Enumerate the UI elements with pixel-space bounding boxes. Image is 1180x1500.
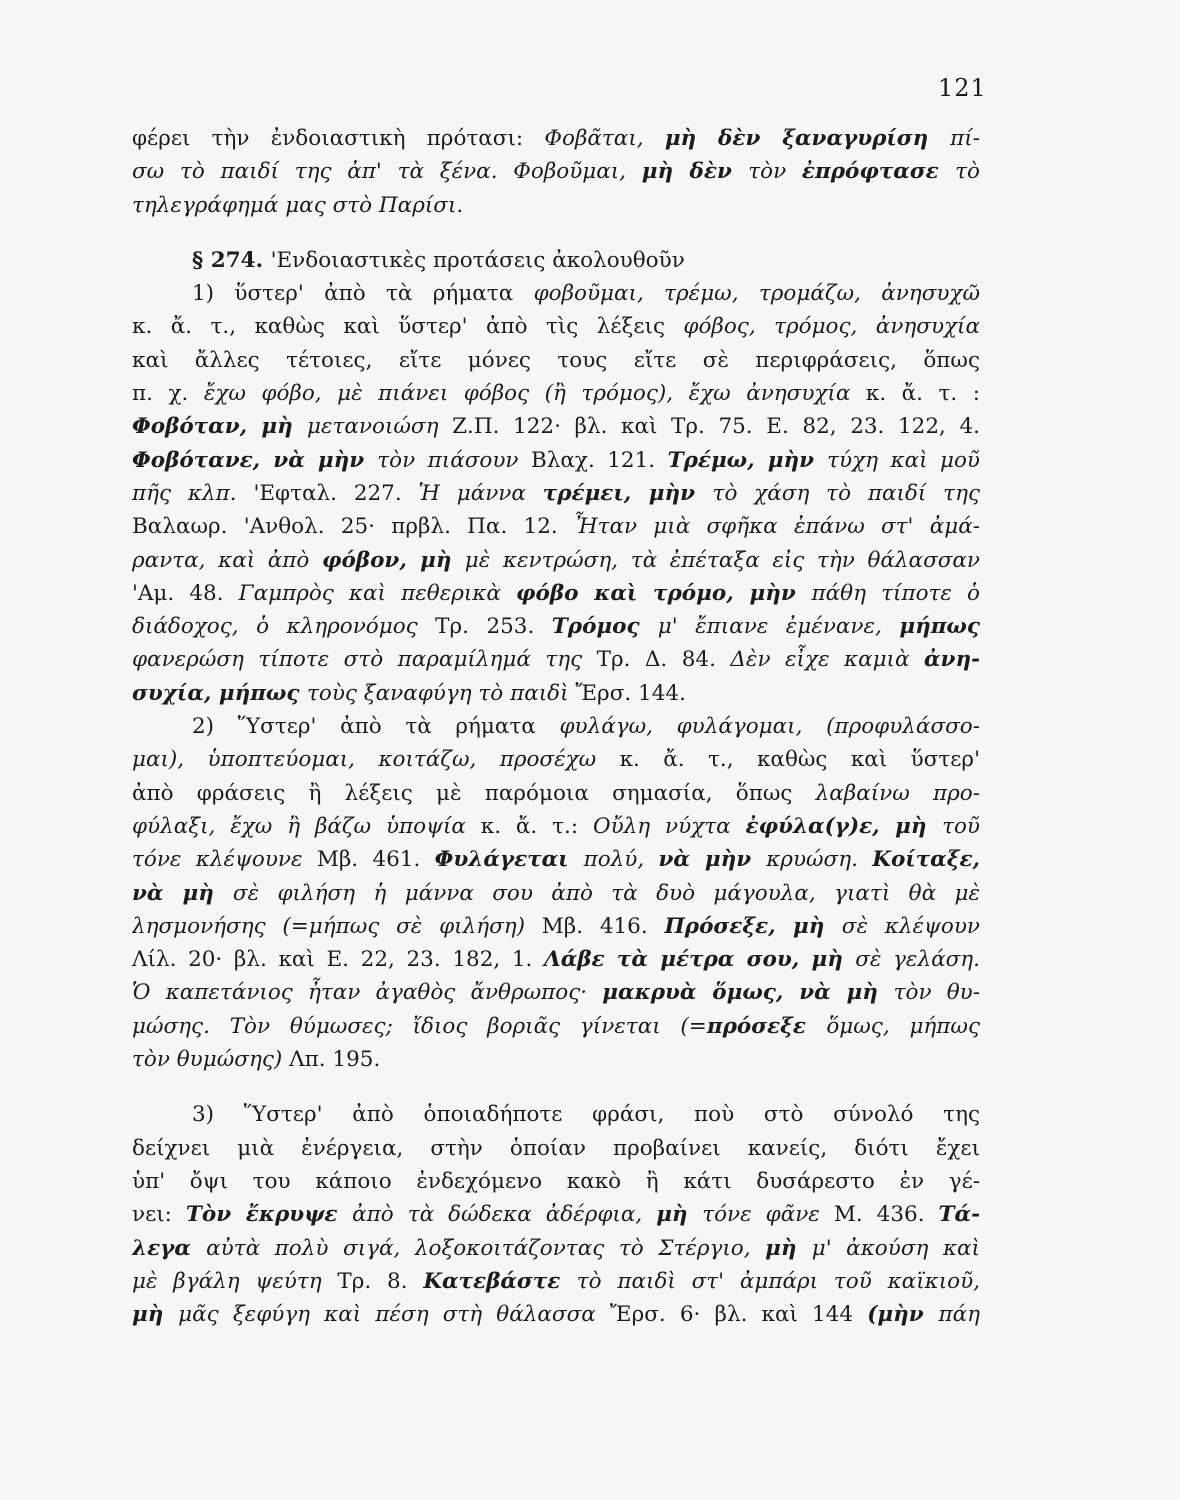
text-line [132,310,980,343]
text-run: μήπως [899,614,980,640]
text-run: Μ. 436. [833,1202,939,1228]
text-line [132,1043,980,1076]
text-run: μακρυὰ ὅμως, νὰ μὴ [602,980,894,1006]
text-run: Λπ. 195. [289,1047,381,1073]
text-run: μὲ κεντρώση, τὰ ἐπέταξα εἰς τὴν θάλασσαν [464,547,980,573]
text-run: αὐτὰ πολὺ σιγά, λοξοκοιτάζοντας τὸ Στέργιο, [206,1235,766,1261]
text-run: ἔχω φόβο, μὲ πιάνει φόβος (ἢ τρόμος), ἔχω ἀνησυχία [203,381,866,407]
text-run: ὅμως, μήπως [826,1013,980,1039]
text-run: πολύ, [583,847,659,873]
text-run: φόβο καὶ τρόμο, μὴν [516,580,812,606]
text-run: πρόσεξε [706,1013,827,1039]
text-run: καὶ ἄλλες τέτοιες, εἴτε μόνες τους εἴτε σὲ περιφράσεις, ὅπως [132,347,980,373]
text-run: ἐφύλα(γ)ε, μὴ [745,813,943,839]
text-run: Ἔρσ. 6· βλ. καὶ 144 [609,1302,868,1328]
text-run: τηλεγράφημά μας στὸ Παρίσι. [132,192,464,218]
text-line [132,976,980,1009]
text-run: Ὁ καπετάνιος ἦταν ἀγαθὸς ἄνθρωπος· [132,980,603,1006]
text-line [132,943,980,976]
text-run: σω τὸ παιδί της ἀπ' τὰ ξένα. Φοβοῦμαι, [132,159,642,185]
text-line [132,377,980,410]
text-line [132,743,980,776]
text-run: τὸν [748,159,802,185]
text-run: κ. ἄ. τ. : [865,381,980,407]
text-run: π. χ. [132,381,204,407]
text-line [132,344,980,377]
text-line [132,810,980,843]
text-run: Τρόμος [551,614,658,640]
text-run: Πρόσεξε, μὴ [664,913,842,939]
text-run: μετανοιώση [307,414,453,440]
text-run: τοὺς ξαναφύγη τὸ παιδὶ [306,680,576,706]
text-run: Φοβότανε, νὰ μὴν [132,447,378,473]
text-run: φέρει τὴν ἐνδοιαστικὴ πρότασι: [132,126,545,151]
text-run: λησμονήσης (=μήπως σὲ φιλήση) [132,913,542,939]
text-run: Φοβᾶται, [544,126,665,151]
text-run: πάη [938,1302,980,1328]
text-run: φοβοῦμαι, τρέμω, τρομάζω, ἀνησυχῶ [533,281,980,307]
text-run: τὸν πιάσουν [377,447,531,473]
text-run: ἀπὸ τὰ δώδεκα ἀδέρφια, [352,1202,657,1228]
text-run: τὸν θυμώσης) [132,1047,290,1073]
text-run: Ἡ μάννα [418,480,543,506]
text-run: τόνε κλέψουνε [132,847,317,873]
text-run: Ζ.Π. 122· βλ. καὶ Τρ. 75. Ε. 82, 23. 122, 4. [452,414,980,440]
text-line [132,444,980,477]
text-run: δείχνει μιὰ ἐνέργεια, στὴν ὁποίαν προβαίνει κανείς, διότι ἔχει [132,1135,980,1161]
text-run: νὰ μὴ [132,880,233,906]
text-run: μὴ [132,1302,179,1328]
text-run: τύχη καὶ μοῦ [827,447,980,473]
text-run: Φοβόταν, μὴ [132,414,307,440]
text-run: φόβον, μὴ [322,547,465,573]
text-run: μὴ δὲν ξαναγυρίση [664,126,951,151]
text-line [132,843,980,876]
text-run: Μβ. 416. [541,913,665,939]
paragraph-gap [132,1076,980,1098]
text-run: Λάβε τὰ μέτρα σου, μὴ [544,947,856,973]
text-run: τὸ παιδὶ στ' ἀμπάρι τοῦ καϊκιοῦ, [576,1268,980,1294]
text-run: Τρ. 253. [435,614,552,640]
text-run: Βαλαωρ. 'Ανθολ. 25· πρβλ. Πα. 12. [132,514,574,540]
text-run: μὴ δὲν [641,159,749,185]
text-line [132,610,980,643]
text-line [132,1098,980,1131]
text-line [132,1298,980,1331]
text-run: Λίλ. 20· βλ. καὶ Ε. 22, 23. 182, 1. [132,947,545,973]
text-run: Κοίταξε, [872,847,980,873]
text-run: κ. ἄ. τ., καθὼς καὶ ὕστερ' [619,747,980,773]
text-run: μᾶς ξεφύγη καὶ πέση στὴ θάλασσα [178,1302,610,1328]
text-run: μὲ βγάλη ψεύτη [132,1268,338,1294]
text-run: μώσης. Τὸν θύμωσες; ἴδιος βοριᾶς γίνεται (= [132,1013,707,1039]
text-line [132,1232,980,1265]
text-run: Κατεβάστε [423,1268,577,1294]
text-run: 'Αμ. 48. [132,580,239,606]
text-run: μὴ [656,1202,703,1228]
text-line [132,1198,980,1231]
text-line [132,544,980,577]
text-run: τὸν θυ- [893,980,980,1006]
text-run: § 274. [192,247,271,273]
text-run: 1) ὕστερ' ἀπὸ τὰ ρήματα [192,281,534,307]
text-line [132,122,980,155]
text-run: ἐπρόφτασε [801,159,956,185]
text-run: ἀπὸ φράσεις ἢ λέξεις μὲ παρόμοια σημασία, ὅπως [132,780,816,806]
text-run: τοῦ [942,813,980,839]
text-line [132,1265,980,1298]
text-run: τὸ χάση τὸ παιδί της [712,480,980,506]
text-run: Οὔλη νύχτα [592,813,746,839]
text-run: τὸ [955,159,980,185]
text-line [132,277,980,310]
text-line [132,777,980,810]
text-run: φυλάγω, φυλάγομαι, (προφυλάσσο- [559,714,980,740]
text-run: μ' ἔπιανε ἐμένανε, [657,614,900,640]
page-number: 121 [938,74,987,102]
text-run: πάθη τίποτε ὁ [811,580,980,606]
body-text [132,122,980,1331]
text-run: ὑπ' ὄψι του κάποιο ἐνδεχόμενο κακὸ ἢ κάτι δυσάρεστο ἐν γέ- [132,1168,980,1194]
text-run: πῆς κλπ. [132,480,254,506]
text-run: μὴ [765,1235,812,1261]
text-run: Τὸν ἔκρυψε [185,1202,353,1228]
text-run: Ἦταν μιὰ σφῆκα ἐπάνω στ' ἀμά- [573,514,980,540]
text-run: Τρ. 8. [337,1268,424,1294]
text-line [132,244,980,277]
text-run: 'Ενδοιαστικὲς προτάσεις ἀκολουθοῦν [270,247,685,273]
text-run: Τρέμω, μὴν [667,447,828,473]
text-run: Γαμπρὸς καὶ πεθερικὰ [238,580,517,606]
text-line [132,1165,980,1198]
text-line [132,877,980,910]
text-run: κρυώση. [766,847,873,873]
text-run: τόνε φᾶνε [702,1202,834,1228]
text-run: Μβ. 461. [316,847,435,873]
text-line [132,510,980,543]
text-line [132,410,980,443]
text-run: νὰ μὴν [658,847,767,873]
text-run: σὲ γελάση. [855,947,980,973]
text-run: σὲ φιλήση ἡ μάννα σου ἀπὸ τὰ δυὸ μάγουλα, γιατὶ θὰ μὲ [232,880,980,906]
text-line [132,1132,980,1165]
text-line [132,155,980,188]
text-run: σὲ κλέψουν [841,913,980,939]
text-run: λεγα [132,1235,207,1261]
text-run: Δὲν εἶχε καμιὰ [730,647,924,673]
text-run: ἀνη- [923,647,980,673]
text-run: συχία, μήπως [132,680,307,706]
text-line [132,677,980,710]
text-line [132,910,980,943]
text-run: (μὴν [867,1302,939,1328]
text-run: ραντα, καὶ ἀπὸ [132,547,323,573]
text-run: πί- [950,126,980,151]
text-run: μ' ἀκούση καὶ [811,1235,980,1261]
text-line [132,477,980,510]
text-run: Ἔρσ. 144. [575,680,686,706]
text-run: τρέμει, μὴν [542,480,713,506]
text-run: Τά- [938,1202,980,1228]
text-line [132,577,980,610]
text-run: μαι), ὑποπτεύομαι, κοιτάζω, προσέχω [132,747,620,773]
text-line [132,189,980,222]
text-line [132,710,980,743]
text-run: φύλαξι, ἔχω ἢ βάζω ὑποψία [132,813,481,839]
text-line [132,1010,980,1043]
text-run: φόβος, τρόμος, ἀνησυχία [683,314,980,340]
text-run: λαβαίνω προ- [815,780,980,806]
text-run: κ. ἄ. τ., καθὼς καὶ ὕστερ' ἀπὸ τὶς λέξεις [132,314,684,340]
text-run: 2) Ὕστερ' ἀπὸ τὰ ρήματα [192,714,560,740]
text-run: κ. ἄ. τ.: [480,813,593,839]
text-run: 'Εφταλ. 227. [253,480,419,506]
text-run: Βλαχ. 121. [530,447,668,473]
text-line [132,643,980,676]
text-run: Τρ. Δ. 84. [596,647,731,673]
text-run: 3) Ὕστερ' ἀπὸ ὁποιαδήποτε φράσι, ποὺ στὸ σύνολό της [192,1102,980,1128]
text-run: νει: [132,1202,186,1228]
text-run: Φυλάγεται [434,847,584,873]
paragraph-gap [132,222,980,244]
text-run: διάδοχος, ὁ κληρονόμος [132,614,436,640]
text-run: φανερώση τίποτε στὸ παραμίλημά της [132,647,597,673]
